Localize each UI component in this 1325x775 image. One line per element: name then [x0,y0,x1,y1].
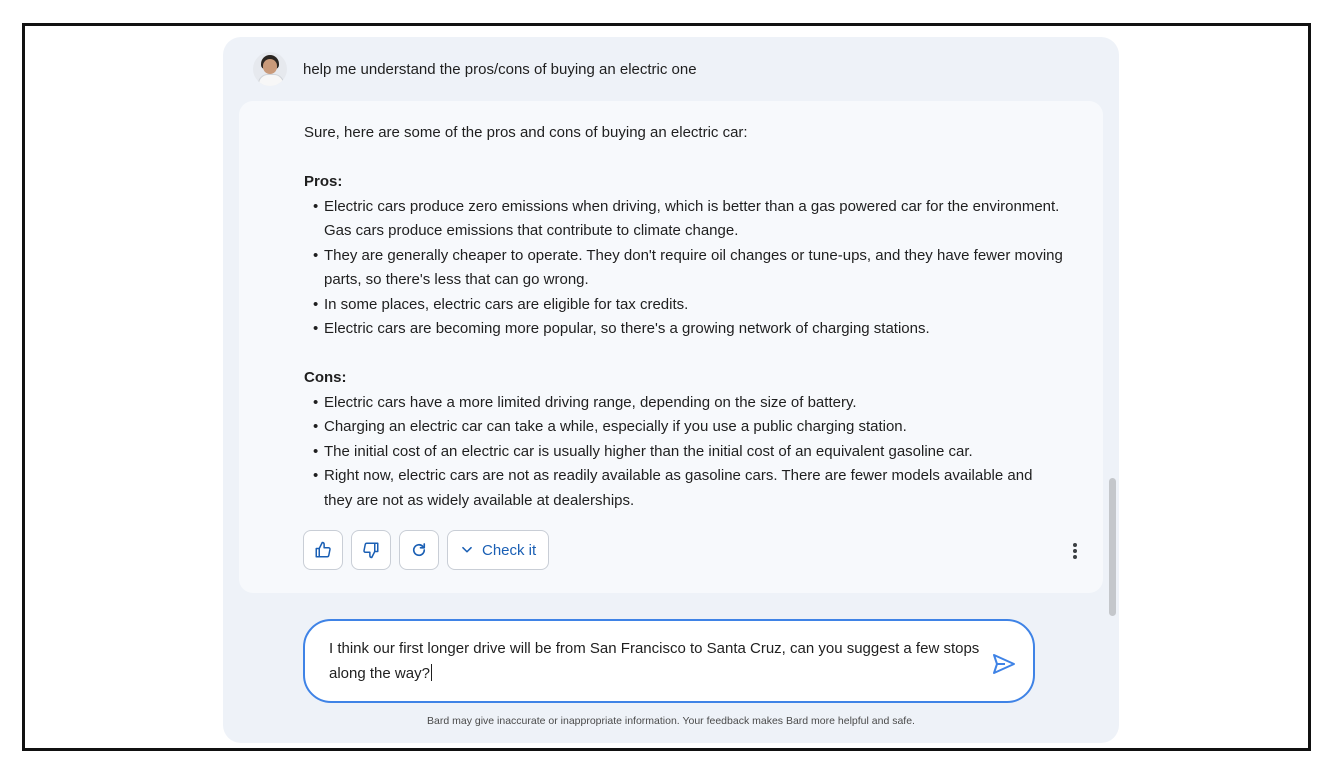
thumbs-up-icon [314,541,332,559]
check-it-label: Check it [482,541,537,559]
thumbs-down-button[interactable] [351,530,391,570]
cons-item: • Charging an electric car can take a while, especially if you use a public charging station. [304,415,1064,440]
response-card [239,101,1103,593]
send-button[interactable] [991,651,1017,677]
user-prompt-row [253,51,697,87]
pros-item: • Electric cars produce zero emissions when driving, which is better than a gas powered car for the environment. Gas cars produce emissions that contribute to climate change. [304,195,1064,244]
cons-item: • Right now, electric cars are not as readily available as gasoline cars. There are fewer models available and they are not as widely available at dealerships. [304,464,1064,513]
scrollbar-thumb[interactable] [1109,478,1116,616]
cons-list [304,391,1064,514]
response-intro: Sure, here are some of the pros and cons of buying an electric car: [304,124,748,141]
chevron-down-icon [460,543,474,557]
thumbs-up-button[interactable] [303,530,343,570]
pros-item: • They are generally cheaper to operate. They don't require oil changes or tune-ups, and they have fewer moving parts, so there's less that can go wrong. [304,244,1064,293]
user-prompt-text: help me understand the pros/cons of buying an electric one [303,60,697,78]
cons-item: • Electric cars have a more limited driving range, depending on the size of battery. [304,391,1064,416]
presentation-frame [22,23,1311,751]
pros-heading: Pros: [304,173,343,190]
pros-list [304,195,1064,342]
prompt-input-text[interactable] [329,637,989,686]
cons-item: • The initial cost of an electric car is usually higher than the initial cost of an equivalent gasoline car. [304,440,1064,465]
chat-panel [223,37,1119,743]
check-it-button[interactable] [447,530,549,570]
cons-heading: Cons: [304,369,347,386]
more-options-button[interactable] [1065,541,1085,561]
regenerate-button[interactable] [399,530,439,570]
thumbs-down-icon [362,541,380,559]
response-content [304,121,1064,513]
refresh-icon [410,541,428,559]
pros-item: • In some places, electric cars are eligible for tax credits. [304,293,1064,318]
response-actions [303,530,549,570]
prompt-input[interactable] [303,619,1035,703]
user-avatar [253,52,287,86]
more-vert-icon [1072,542,1078,560]
prompt-input-value: I think our first longer drive will be from San Francisco to Santa Cruz, can you suggest a few stops along the way? [329,640,980,682]
send-icon [992,653,1016,675]
pros-item: • Electric cars are becoming more popular, so there's a growing network of charging stations. [304,317,1064,342]
disclaimer-text: Bard may give inaccurate or inappropriate information. Your feedback makes Bard more helpful and safe. [427,715,915,727]
text-caret [431,664,432,681]
